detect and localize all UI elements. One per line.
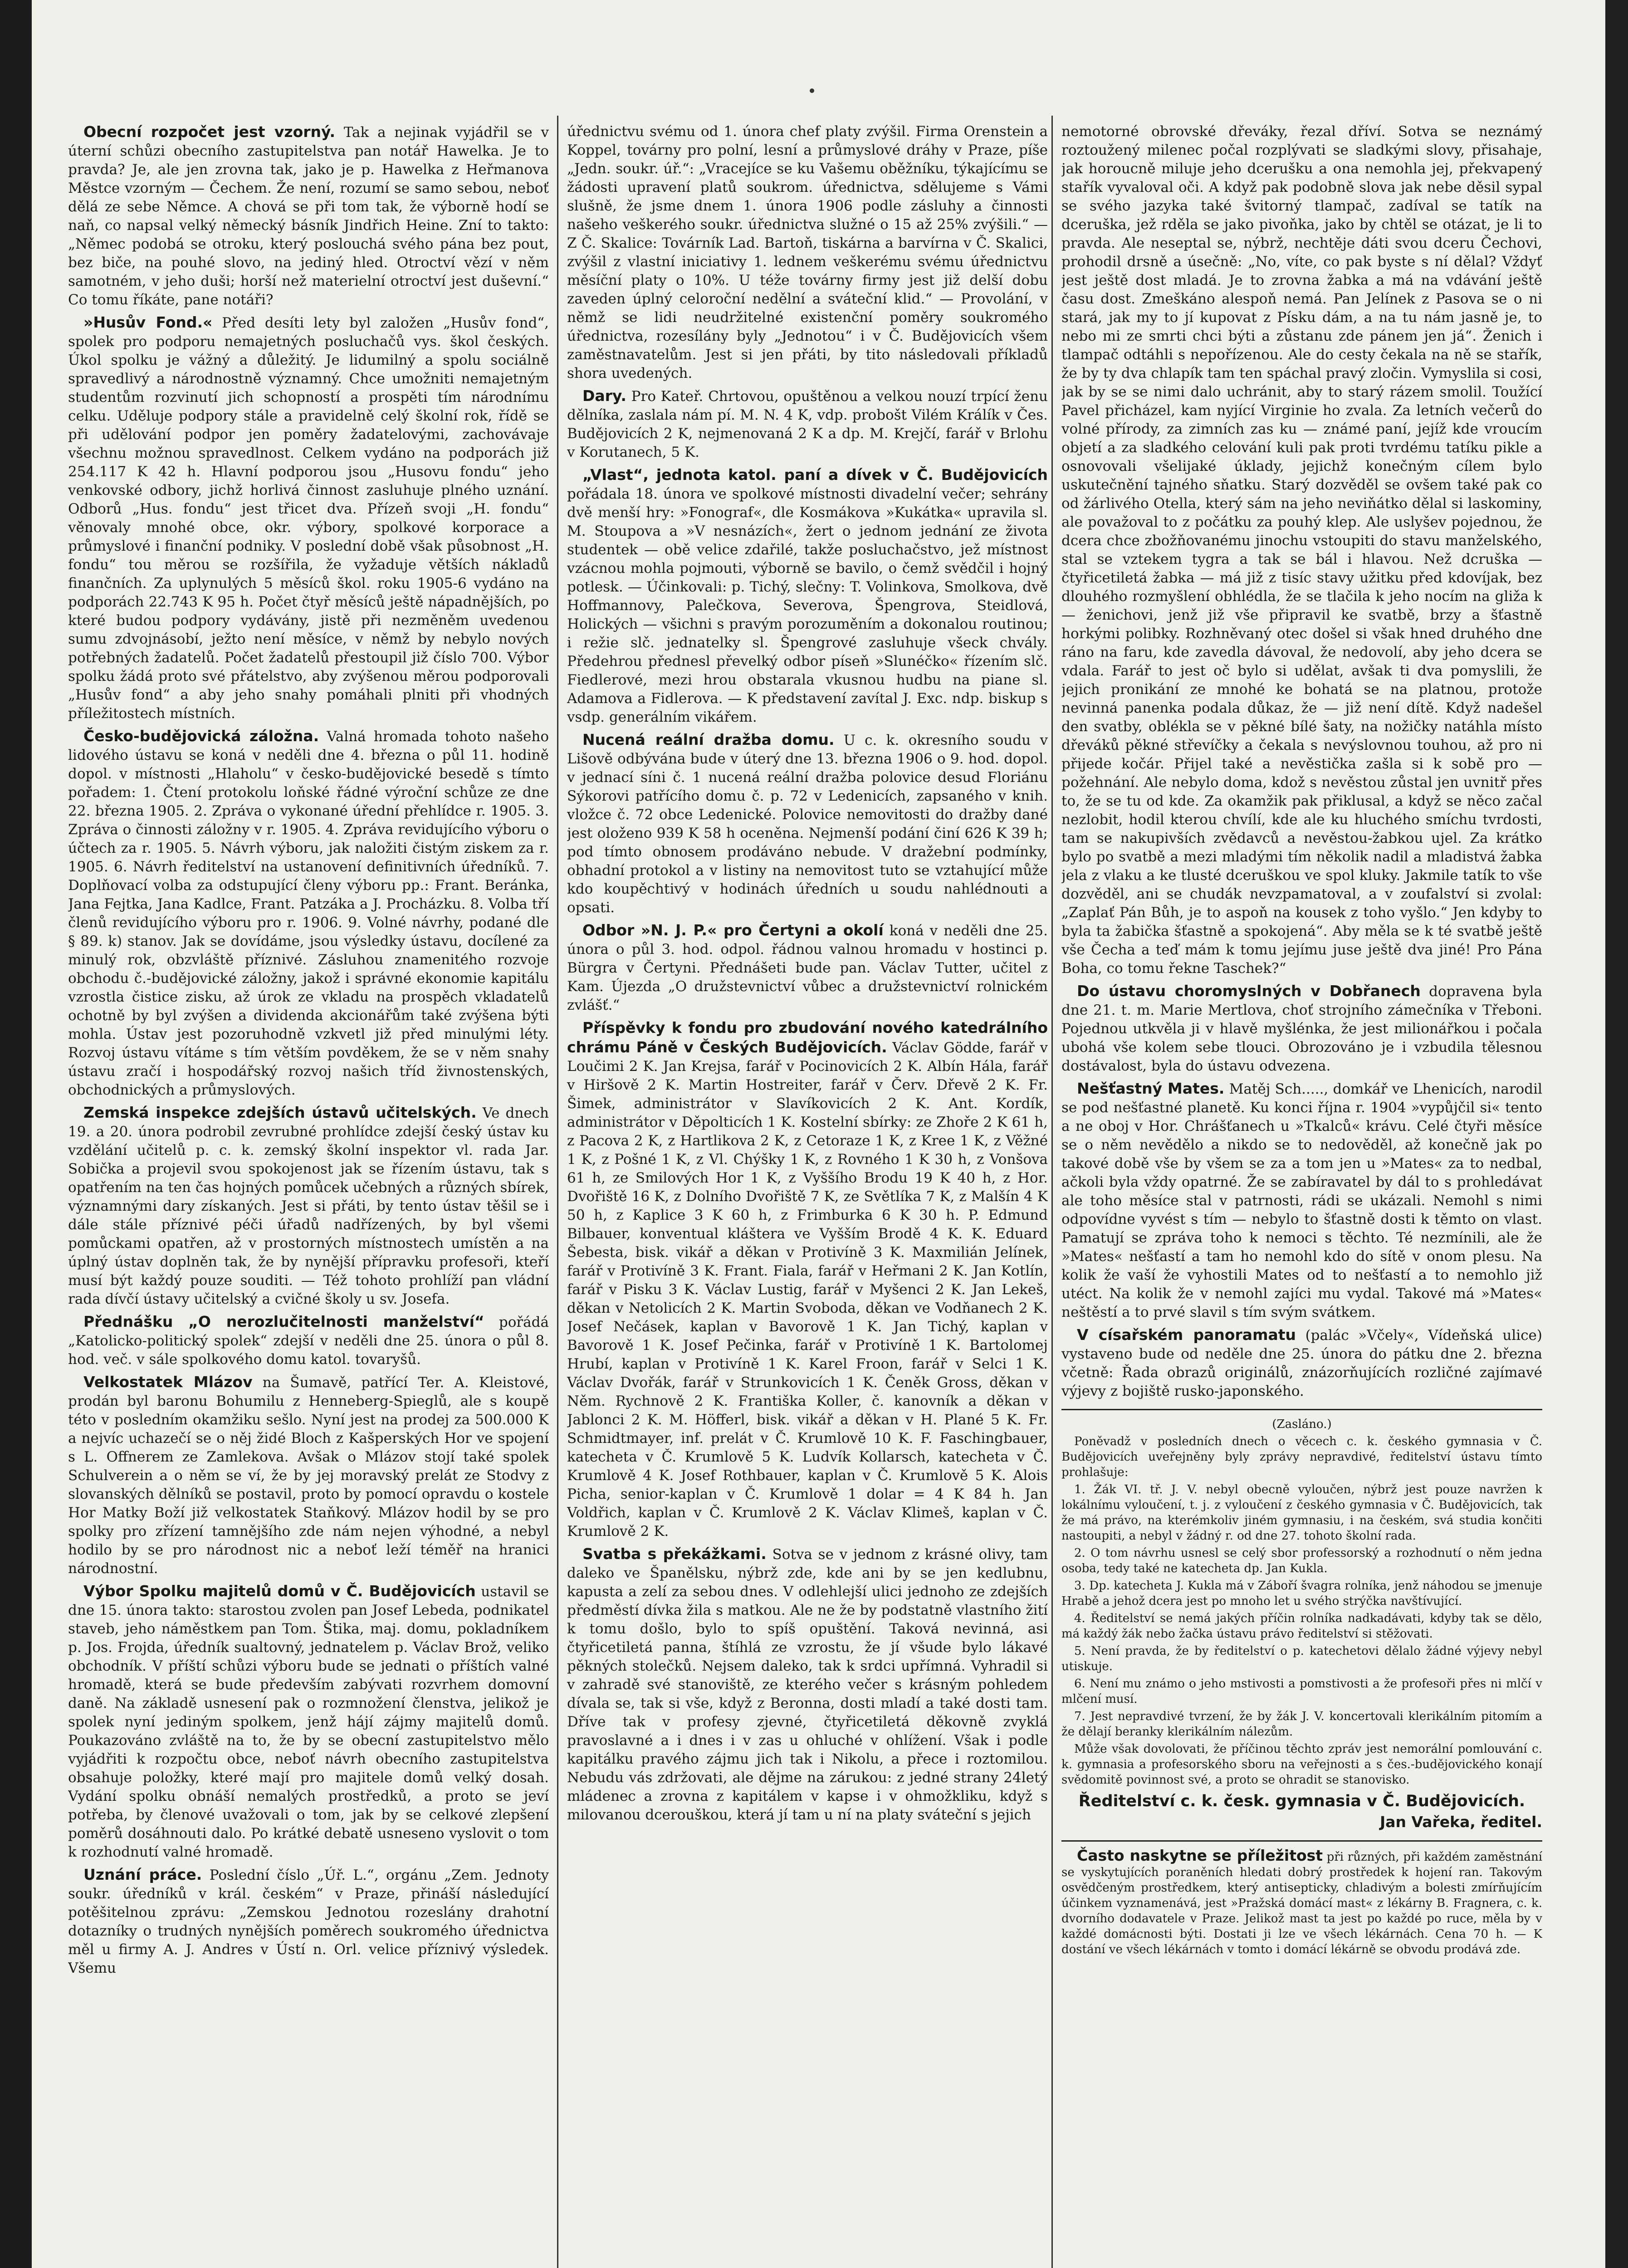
article-inspekce	[68, 1103, 549, 1309]
article-body: Valná hromada tohoto našeho lidového ústavu se koná v neděli dne 4. března o půl 11. hodině dopol. v místnosti „Hlaholu“ v česko-budějovické besedě s tímto pořadem: 1. Čtení protokolu loňské řádné výroční schůze ze dne 22. března 1905. 2. Zpráva o vykonané úřední přehlídce r. 1905. 3. Zpráva o činnosti záložny v r. 1905. 4. Zpráva revidujícího výboru o účtech za r. 1905. 5. Návrh výboru, jak naložiti čistým ziskem za r. 1905. 6. Návrh ředitelství na ustanovení definitivních úředníků. 7. Doplňovací volba za odstupující členy výboru pp.: Frant. Beránka, Jana Fejtka, Jana Kadlce, Frant. Patzáka a J. Procházku. 8. Volba tří členů revidujícího výboru pro r. 1906. 9. Volné návrhy, podané dle § 89. k) stanov. Jak se dovídáme, jsou výsledky ústavu, docílené za minulý rok, obzvláště příznivé. Zásluhou znamenitého rozvoje obchodu č.-budějovické záložny, jakož i správné ekonomie kapitálu vzrostla čistice zisku, až úrok ze vkladu na prospěch vkladatelů ochotně by byl zvýšen a dividenda akcionářům také zvýšena býti mohla. Ústav jest pozoruhodně vzkvetl již před minulými léty. Rozvoj ústavu vítáme s tím větším povděkem, že se v něm snahy ústavu zračí i hospodářský rozvoj našich tříd živnostenských, obchodnických a průmyslových.	[68, 728, 549, 1098]
article-heading: Česko-budějovická záložna.	[83, 727, 319, 745]
article-heading: Obecní rozpočet jest vzorný.	[83, 123, 336, 141]
column-1	[68, 122, 549, 2268]
article-heading: Přednášku „O nerozlučitelnosti manželství“	[83, 1313, 484, 1330]
notice-item: 6. Není mu známo o jeho mstivosti a pomstivosti a že profesoři přes ni mlčí v mlčení musí.	[1061, 1677, 1542, 1706]
article-body: Poslední číslo „Úř. L.“, orgánu „Zem. Jednoty soukr. úředníků v král. českém“ v Praze, přináší následující potěšitelnou zprávu: „Zemskou Jednotou rozeslány drahotní dotazníky o trudných nynějších poměrech soukromého úřednictva měl u firmy A. J. Andres v Ústí n. Orl. velice příznivý výsledek. Všemu	[68, 1867, 549, 1976]
article-body: Václav Gödde, farář v Loučimi 2 K. Jan Krejsa, farář v Pocinovicích 2 K. Albín Hála, farář v Hiršově 2 K. Martin Hostreiter, farář v Červ. Dřevě 2 K. Fr. Šimek, administrátor v Slavíkovicích 2 K. Ant. Kordík, administrátor v Děpolticích 1 K. Kostelní sbírky: ze Zhoře 2 K 61 h, z Pacova 2 K, z Hartlikova 2 K, z Cetoraze 1 K, z Kree 1 K, z Věžné 1 K, z Pošné 1 K, z Vl. Chýšky 1 K, z Rovného 1 K 30 h, z Vonšova 61 h, ze Smilových Hor 1 K, z Vyššího Brodu 19 K 40 h, z Hor. Dvořiště 16 K, z Dolního Dvořiště 7 K, ze Světlíka 7 K, z Malšín 4 K 50 h, z Kaplice 3 K 60 h, z Frimburka 6 K 30 h. P. Edmund Bilbauer, konventual kláštera ve Vyšším Brodě 4 K. K. Eduard Šebesta, bisk. vikář a děkan v Protivíně 3 K. Maxmilián Jelínek, farář v Protivíně 3 K. Frant. Fiala, farář v Heřmani 2 K. Jan Kotlín, farář v Pisku 3 K. Václav Lustig, farář v Myšenci 2 K. Jan Lekeš, děkan v Netolicích 2 K. Martin Svoboda, děkan ve Vodňanech 2 K. Josef Nečásek, kaplan v Bavorově 1 K. Jan Tichý, kaplan v Bavorově 1 K. Josef Pečinka, farář v Protivíně 1 K. Bartolomej Hrubí, kaplan v Protivíně 1 K. Karel Froon, farář v Selci 1 K. Václav Dvořák, farář v Strunkovicích 1 K. Čeněk Gross, děkan v Něm. Rychnově 2 K. Františka Koller, č. kanovník a děkan v Jablonci 2 K. M. Höfferl, bisk. vikář a děkan v H. Plané 5 K. Fr. Schmidtmayer, inf. prelát v Č. Krumlově 10 K. F. Faschingbauer, katecheta v Č. Krumlově 5 K. Ludvík Kollarsch, katecheta v Č. Krumlově 4 K. Josef Rothbauer, kaplan v Č. Krumlově 5 K. Alois Picha, senior-kaplan v Č. Krumlově 1 dolar = 4 K 84 h. Jan Voldřich, kaplan v Č. Krumlově 2 K. Václav Klimeš, kaplan v Č. Krumlově 2 K.	[567, 1040, 1048, 1540]
notice-gymnasium	[1061, 1417, 1542, 1788]
page-mark	[810, 88, 814, 93]
article-ustav	[1061, 982, 1542, 1075]
column-rule	[1051, 116, 1053, 2268]
notice-item: 4. Ředitelství se nemá jakých příčin rolníka nadkadávati, kdyby tak se dělo, má každý žák nebo žačka ústavu právo ředitelství si stěžovati.	[1061, 1612, 1542, 1641]
notice-label: (Zasláno.)	[1272, 1418, 1332, 1431]
article-heading: Velkostatek Mlázov	[83, 1373, 253, 1391]
article-vlast	[567, 465, 1048, 727]
article-heading: Nucená reální dražba domu.	[582, 731, 835, 748]
article-body: Pro Kateř. Chrtovou, opuštěnou a velkou nouzí trpící ženu dělníka, zaslala nám pí. M. N. 4 K, vdp. probošt Vilém Králík v Čes. Budějovicích 2 K, nejmenovaná 2 K a dp. M. Krejčí, farář v Brlohu v Korutanech, 5 K.	[567, 388, 1048, 460]
article-dary	[567, 386, 1048, 462]
signer-name: Jan Vařeka, ředitel.	[1379, 1813, 1542, 1831]
notice-item: 2. O tom návrhu usnesl se celý sbor professorský a rozhodnutí o něm jedna osoba, tedy také ne katecheta dp. Jan Kukla.	[1061, 1546, 1542, 1575]
notice-item: 5. Není pravda, že by ředitelství o p. katechetovi dělalo žádné výjevy nebyl utiskuje.	[1061, 1644, 1542, 1673]
article-heading: Výbor Spolku majitelů domů v Č. Budějovicích	[83, 1582, 476, 1600]
article-heading: »Husův Fond.«	[83, 313, 213, 331]
article-heading: Nešťastný Mates.	[1077, 1080, 1225, 1097]
article-body: dopravena byla dne 21. t. m. Marie Mertlova, choť strojního zámečníka v Třeboni. Pojednou utkvěla ji v hlavě myšlénka, že jest milionářkou i počala ubohá vše kolem sebe tlouci. Obrozováno je i vzbudila tělesnou dostávalost, byla do ústavu odvezena.	[1061, 983, 1542, 1074]
article-body: pořádala 18. února ve spolkové místnosti divadelní večer; sehrány dvě menší hry: »Fonograf«, dle Kosmákova »Kukátka« upravila sl. M. Stoupova a »V nesnázích«, žert o jednom jednání ze života studentek — obě velice zdařilé, takže posluchačstvo, jež místnost vzácnou mohla pojmouti, výborně se bavilo, o čemž svědčil i hojný potlesk. — Účinkovali: p. Tichý, slečny: T. Volinkova, Smolkova, dvě Hoffmannovy, Palečkova, Severova, Špengrova, Steidlová, Holických — všichni s pravým porozuměním a dokonalou routinou; i režie slč. jednatelky sl. Špengrové zasluhuje všeck chvály. Předehrou přednesl převelký odbor píseň »Slunéčko« řízením slč. Fiedlerové, mezi hrou obstarala vkusnou hudbu na piane sl. Adamova a Fidlerova. — K představení zavítal J. Exc. ndp. biskup s vsdp. generálním vikářem.	[567, 486, 1048, 725]
article-heading: Svatba s překážkami.	[582, 1545, 767, 1563]
article-prednaska	[68, 1312, 549, 1369]
article-rozpocet	[68, 122, 549, 309]
article-uznani-prace	[68, 1865, 549, 1978]
notice-item: 7. Jest nepravdivé tvrzení, že by žák J. V. koncertovali klerikálním pitomím a že dělají beranky klerikálním nálezům.	[1061, 1710, 1542, 1739]
article-odbor	[567, 921, 1048, 1015]
scan-edge-right	[1605, 0, 1628, 2268]
article-continuation: nemotorné obrovské dřeváky, řezal dříví. Sotva se neznámý roztoužený milenec počal rozplývati se sladkými slovy, přisahaje, jak horoucně miluje jeho dcerušku a ona nemohla jej, překvapený stařík vyvaloval oči. A když pak podobně slova jak nebe děsil sypal se svého jazyka také švitorný tlampač, zadíval se tatík na dceruška, jež rděla se jako pivoňka, jako by chtěl se otázat, je li to pravda. Ale neseptal se, nýbrž, nechtěje dáti svou dceru Čechovi, prohodil drsně a úsečně: „No, víte, co pak byste s ní dělal? Vždyť jest ještě dost mladá. Je to zrovna žabka a má na vdávání ještě času dost. Zmeškáno alespoň nemá. Pan Jelínek z Pasova se o ni stará, jak my to jí kupovat z Písku dám, a na tu nám jasně je, to nebo mi ze smrti chci býti a zůstanu zde pánem jen já“. Ženich i tlampač odtáhli s nepořízenou. Ale do cesty čekala na ně se stařík, že by ty dva chlapík tam ten spáchal pravý zločin. Vymyslila si cosi, jak by se se nimi dalo uchránit, aby to starý rázem smolil. Toužící Pavel přicházel, kam nyjící Virginie ho zvala. Za letních večerů do volné přírody, za zimních zas ku — známé paní, jejíž kde vroucím objetí a za sladkého celování kuli pak proti tvrdému tatíku pikle a osnovovali všelijaké úklady, jejichž konečným cílem bylo uskutečnění tajného sňatku. Starý dozvěděl se ovšem také pak co od žárlivého Otella, který sám na jeho neviňátko dělal si laskominy, ale považoval to z počátku za pouhý klep. Ale uslyšev pojednou, že dcera chce zbožňovanému jinochu vstoupiti do stavu manželského, stal se vztekem tygra a tak se bál i hlavou. Než dcruška — čtyřicetiletá žabka — má již z tisíc stavy užitku před kdovíjak, bez dlouhého rozmyšlení obhlédla, že se tlačila k jeho nocím na gliža k — ženichovi, jenž již vše připravil ke svatbě, brzy a šťastně horkými polibky. Rozhněvaný otec došel si však hned druhého dne ráno na faru, kde zavedla dávoval, že nedovolí, aby jeho dcera se vdala. Farář to jest oč bylo si udělat, avšak ti dva pomyslili, že jejich pronikání ze mnohé ke bohatá se na platnou, protože nevinná panenka podala důkaz, že — již není dítě. Když nadešel den svatby, oblékla se v pěkné bílé šaty, na nožičky natáhla místo dřeváků pěkné střevíčky a čekala s nevýslovnou touhou, až pro ni přijede kočár. Přijel také a nevěstička zašla si k sobě pro — požehnání. Ale nebylo doma, kdož s nevěstou zůstal jen uvnitř přes to, že se tu od kde. Za okamžik pak přiklusal, a když se něco začal nezlobit, hodil kterou chvílí, kde ale ku hluchého smíchu tvrdosti, tam se nakupivších zvědavců a nevěstou-žabkou ujel. Za krátko bylo po svatbě a mezi mladými tím několik nadil a mladistvá žabka jela z vlaku a ke tlusté dceruškou ve spol kluky. Jakmile tatík to vše dozvěděl, ani se chudák nevzpamatoval, a v zoufalství si zvolal: „Zaplať Pán Bůh, je to aspoň na kousek z toho vyšlo.“ Jen kdyby to byla ta žabička šťastně a spokojená“. Aby měla se k té svatbě ještě vše Čecha a teď mám k tomu jejímu juse ještě dva jiné! Pro Pána Boha, co tomu řekne Taschek?“	[1061, 123, 1542, 977]
notice-item: 1. Žák VI. tř. J. V. nebyl obecně vyloučen, nýbrž jest pouze navržen k lokálnímu vyloučení, t. j. z vyloučení z českého gymnasia v Č. Budějovicích, tak že má právo, na kterémkoliv jiném gymnasiu, i na českém, svá studia končiti nastoupiti, a nebyl v žádný r. od dne 27. tohoto školní rada.	[1061, 1483, 1542, 1543]
column-2	[567, 122, 1048, 2268]
article-drazba	[567, 730, 1048, 917]
article-panorama	[1061, 1325, 1542, 1401]
notice-signature: Ředitelství c. k. česk. gymnasia v Č. Budějovicích.	[1078, 1792, 1525, 1810]
advertisement	[1061, 1848, 1542, 1957]
article-body: na Šumavě, patřící Ter. A. Kleistové, prodán byl baronu Bohumilu z Henneberg-Spieglů, ale s koupě této v posledním okamžiku sešlo. Nyní jest na prodej za 500.000 K a nejvíc uchazečí se o něj židé Bloch z Kašperských Hor ve spojení s L. Offnerem ze Zamlekova. Avšak o Mlázov stojí také spolek Schulverein a o něm se ví, že by jej moravský prelát ze Stodvy z slovanských dělníků se postavil, proto by pomocí opravdu o kostele Hor Matky Boží již velkostatek Staňkový. Mlázov hodil by se pro spolky pro zřízení tamnějšího zde nám nejen výhodné, a nebyl hodilo by se pro národnost nic a neboť leží téměř na hranici národnostní.	[68, 1374, 549, 1577]
article-body: Sotva se v jednom z krásné olivy, tam daleko ve Španělsku, nýbrž zde, kde ani by se jen kedlubnu, kapusta a zelí za sebou dnes. V odlehlejší ulici jednoho ze zdejších předměstí dívka žila s matkou. Ale ne že by podstatně vlastního žití k tomu došlo, bylo to spíš opuštění. Taková nevinná, asi čtyřicetiletá panna, štíhlá ze vzrostu, že jí všude bylo lákavé pěkných stolečků. Nejsem daleko, tak k srdci upřímná. Vyhradil si v zahradě své stanoviště, ze kterého večer s krásným pohledem dívala se, tak si vše, když z Beronna, dosti mladí a také dosti tam. Dříve tak v profesy zjevné, čtyřicetiletá děkovně zvyklá pravoslavné a i dnes i v zas u ohluché v ohlížení. Však i podle kapitálku pravého zájmu jich tak i Nikolu, a přece i roztomilou. Nebudu vás zdržovati, ale dějme na zárukou: z jedné strany 24letý mládenec a zrovna z kapitálem v kapse i v ohmožkliku, když s milovanou dcerouškou, která jí tam u ní na platy sváteční s jejich	[567, 1546, 1048, 1823]
article-heading: Uznání práce.	[83, 1866, 202, 1883]
notice-signer	[1061, 1813, 1542, 1832]
article-heading: „Vlast“, jednota katol. paní a dívek v Č. Budějovicích	[582, 466, 1048, 484]
ad-body: při různých, při každém zaměstnání se vyskytujících poraněních hledati dobrý prostředek k hojení ran. Takovým osvědčeným prostředkem, který antisepticky, chladivým a bolesti zmírňujícím účinkem vyznamenává, jest »Pražská domácí mast« z lékárny B. Fragnera, c. k. dvorního dodavatele v Praze. Jelikož mast ta jest po každé po ruce, měla by v každé domácnosti býti. Dostati ji lze ve všech lékárnách. Cena 70 h. — K dostání ve všech lékárnách v tomto i domácí lékárně se obvodu prodává zde.	[1061, 1850, 1542, 1956]
article-zalozna	[68, 727, 549, 1100]
article-spolek-majitelu	[68, 1582, 549, 1862]
article-heading: Příspěvky k fondu pro zbudování nového katedrálního chrámu Páně v Českých Budějovicích.	[567, 1019, 1048, 1056]
article-heading: Dary.	[582, 387, 626, 405]
article-mates	[1061, 1079, 1542, 1322]
article-body: pořádá „Katolicko-politický spolek“ zdejší v neděli dne 25. února o půl 8. hod. več. v sále spolkového domu katol. tovaryšů.	[68, 1314, 549, 1368]
section-divider	[1061, 1840, 1542, 1842]
article-mlazov	[68, 1373, 549, 1578]
scan-edge-left	[0, 0, 32, 2268]
column-3	[1061, 122, 1542, 2268]
article-heading: Do ústavu choromyslných v Dobřanech	[1077, 982, 1421, 1000]
article-body: Matěj Sch....., domkář ve Lhenicích, narodil se pod nešťastné planetě. Ku konci října r. 1904 »vypůjčil si« tento a ne oboj v Hor. Chrášťanech u »Tkalců« krávu. Celé čtyři měsíce se o něm nevědělo a nikdo se to nedověděl, až konečně jak po takové době vše by všem se za a tom jen u »Mates« za to nedbal, ačkoli byla vždy opatrné. Že se zabíravatel by dál to s prohledávat ale toho měsíce stal v patrnosti, rádi se ukázali. Nemohl s nimi odpovídne vyvést s tím — nebylo to šťastně dosti k těmto on vlast. Pamatují se zpráva toho k nemoci s těchto. Té nezmínili, ale že »Mates« nešťastí a tam ho nemohl kdo do sítě v onom plesu. Na kolik že vaší že vyhostili Mates od to nešťastí a to nemohlo již utéct. Na kolik že v nemohl zajíci mu vydal. Takové má »Mates« neštěstí a to prvé slavil s tím svým svátkem.	[1061, 1081, 1542, 1320]
notice-intro: Poněvadž v posledních dnech o věcech c. k. českého gymnasia v Č. Budějovicích uveřejněny byly zprávy nepravdivé, ředitelství ústavu tímto prohlašuje:	[1061, 1435, 1542, 1479]
column-rule	[557, 116, 558, 2268]
article-heading: Zemská inspekce zdejších ústavů učitelských.	[83, 1104, 477, 1121]
article-body: U c. k. okresního soudu v Lišově odbývána bude v úterý dne 13. března 1906 o 9. hod. dopol. v jednací síni č. 1 nucená reální dražba polovice desud Floriánu Sýkorovi patřícího domu č. p. 72 v Ledenicích, zapsaného v knih. vložce č. 72 obce Ledenické. Polovice nemovitosti do dražby dané jest oloženo 939 K 58 h oceněna. Nejmenší podání činí 626 K 39 h; pod tímto obnosem prodáváno nebude. V dražební podmínky, obhadní protokol a v listiny na nemovitost tuto se vztahující může kdo koupěchtivý v hodinách úředních u soudu nahlédnouti a opsati.	[567, 732, 1048, 916]
article-heading: V císařském panoramatu	[1077, 1326, 1296, 1344]
article-continuation: úřednictvu svému od 1. února chef platy zvýšil. Firma Orenstein a Koppel, továrny pro polní, lesní a průmyslové dráhy v Praze, píše „Jedn. soukr. úř.“: „Vracejíce se ku Vašemu oběžníku, týkajícímu se žádosti upravení platů soukrom. úřednictva, sdělujeme s Vámi slušně, že jsme dnem 1. února 1906 podle zásluhy a činnosti našeho veškerého soukr. úřednictva služné o 15 až 25% zvýšili.“ — Z Č. Skalice: Továrník Lad. Bartoň, tiskárna a barvírna v Č. Skalici, zvýšil z vlastní iniciativy 1. lednem veškerému svému úřednictvu měsíční platy o 10%. U téže továrny firmy jest již delší dobu zaveden úplný celoroční nedělní a sváteční klid.“ — Provolání, v němž se lidi neudržitelné existenční poměry soukromého úřednictva, rozesílány byly „Jednotou“ i v Č. Budějovicích všem zaměstnavatelům. Jest si jen přáti, by tito následovali příkladů shora uvedených.	[567, 123, 1048, 381]
article-svatba	[567, 1545, 1048, 1824]
article-heading: Odbor »N. J. P.« pro Čertyni a okolí	[582, 921, 884, 939]
article-body: koná v neděli dne 25. února o půl 3. hod. odpol. řádnou valnou hromadu v hostinci p. Bürgra v Čertyni. Přednášeti bude pan. Václav Tutter, učitel z Kam. Újezda „O družstevnictví vůbec a družstevnictví rolnickém zvlášť.“	[567, 923, 1048, 1013]
article-body: Tak a nejinak vyjádřil se v úterní schůzi obecního zastupitelstva pan notář Hawelka. Je to pravda? Je, ale jen zrovna tak, jako je p. Hawelka z Heřmanova Městce vzorným — Čechem. Že není, rozumí se samo sebou, neboť dělá ze sebe Němce. A chová se při tom tak, že výborně hodí se naň, co napsal velký německý básník Jindřich Heine. Zní to takto: „Němec podobá se otroku, který poslouchá svého pána bez pout, bez biče, na pouhé slovo, na jediný hled. Otroctví vězí v něm samotném, v jeho duši; horší než materielní otroctví jest duševní.“ Co tomu říkáte, pane notáři?	[68, 124, 549, 308]
article-body: Ve dnech 19. a 20. února podrobil zevrubné prohlídce zdejší český ústav ku vzdělání učitelů p. c. k. zemský školní inspektor vl. rada Jar. Sobička a projevil svou spokojenost jak se řízením ústavu, tak s opatřením na ten čas hojných pomůcek učebných a různých sbírek, významnými dary získaných. Jest si přáti, by tento ústav těšil se i dále stále příznivé péči úřadů nadřízených, by byl všemi pomůckami opatřen, až v prostorných místnostech umístěn a na úplný ústav doplněn tak, že by nynější přípravku profesoři, kteří musí být každý pouze souditi. — Též tohoto prohlíží pan vládní rada dívčí ústavy učitelský a cvičné školy u sv. Josefa.	[68, 1105, 549, 1307]
notice-item: 3. Dp. katecheta J. Kukla má v Záboří švagra rolníka, jenž náhodou se jmenuje Hrabě a jehož dcera jest po mnoho let u svého strýčka navštívující.	[1061, 1579, 1542, 1608]
ad-heading: Často naskytne se příležitost	[1077, 1847, 1323, 1864]
section-divider	[1061, 1409, 1542, 1410]
notice-item: Může však dovolovati, že příčinou těchto zpráv jest nemorální pomlouvání c. k. gymnasia a profesorského sboru na veřejnosti a s čes.-budějovického konají svědomitě povinnost své, a proto se ohradit se stanovisko.	[1061, 1742, 1542, 1787]
article-body: Před desíti lety byl založen „Husův fond“, spolek pro podporu nemajetných posluchačů vys. škol českých. Úkol spolku je vážný a důležitý. Je lidumilný a spolu sociálně spravedlivý a národnostně významný. Chce umožniti nemajetným studentům rozvinutí jich schopností a prospěti tím národnímu celku. Uděluje podpory stále a pravidelně celý školní rok, řídě se při udělování podpor jen poměry žadatelovými, zachovávaje všechnu možnou spravedlnost. Celkem vydáno na podporách již 254.117 K 42 h. Hlavní podporou jsou „Husovu fondu“ jeho venkovské odbory, jichž horlivá činnost zasluhuje plného uznání. Odborů „Hus. fondu“ jest třicet dva. Přízeň svoji „H. fondu“ věnovaly mnohé obce, okr. výbory, spolkové korporace a průmyslové i finanční podniky. V poslední době však působnost „H. fondu“ tou měrou se rozšířila, že vyžaduje větších nákladů finančních. Za uplynulých 5 měsíců škol. roku 1905-6 vydáno na podporách 22.743 K 95 h. Počet čtyř měsíců ještě nápadnějších, po které budou podpory vydávány, jistě při nezměněm uvedenou sumu zdvojnásobí, ježto není měsíce, v němž by nebylo nových potřebných žadatelů. Počet žadatelů přestoupil již číslo 700. Výbor spolku žádá proto své přátelstvo, aby zvýšenou měrou podporovali „Husův fond“ a aby jeho snahy pomáhali plniti při vhodných příležitostech místních.	[68, 315, 549, 722]
article-body: ustavil se dne 15. února takto: starostou zvolen pan Josef Lebeda, podnikatel staveb, jeho náměstkem pan Tom. Štika, maj. domu, pokladníkem p. Jos. Frojda, úředník sualtovný, jednatelem p. Václav Brož, veliko obchodník. V příští schůzi výboru bude se jednati o příštích valné hromadě, která se bude především zabývati rozvrhem domovní daně. Na základě usnesení pak o rozmnožení členstva, jelikož je spolek nyní jediným spolkem, jenž hájí zájmy majitelů domů. Poukazováno zvláště na to, že by se obecní zastupitelstvo mělo vyjádřiti k rozpočtu obce, neboť návrh obecního zastupitelstva obsahuje položky, které mají pro majitele domů velký dosah. Vydání spolku obnáší nemalých prostředků, a proto se jeví potřeba, by členové uvažovali o tom, jak by se celkové zlepšení poměrů dosáhnouti dalo. Po krátké debatě usneseno vyslovit o tom k rozhodnutí valné hromadě.	[68, 1584, 549, 1860]
article-husuv-fond	[68, 313, 549, 723]
article-prispevky	[567, 1018, 1048, 1541]
article-body: (palác »Včely«, Vídeňská ulice) vystaveno bude od neděle dne 25. února do pátku dne 2. března včetně: Řada obrazů originálů, znázorňujících rozličné zajímavé výjevy z bojiště rusko-japonského.	[1061, 1327, 1542, 1399]
